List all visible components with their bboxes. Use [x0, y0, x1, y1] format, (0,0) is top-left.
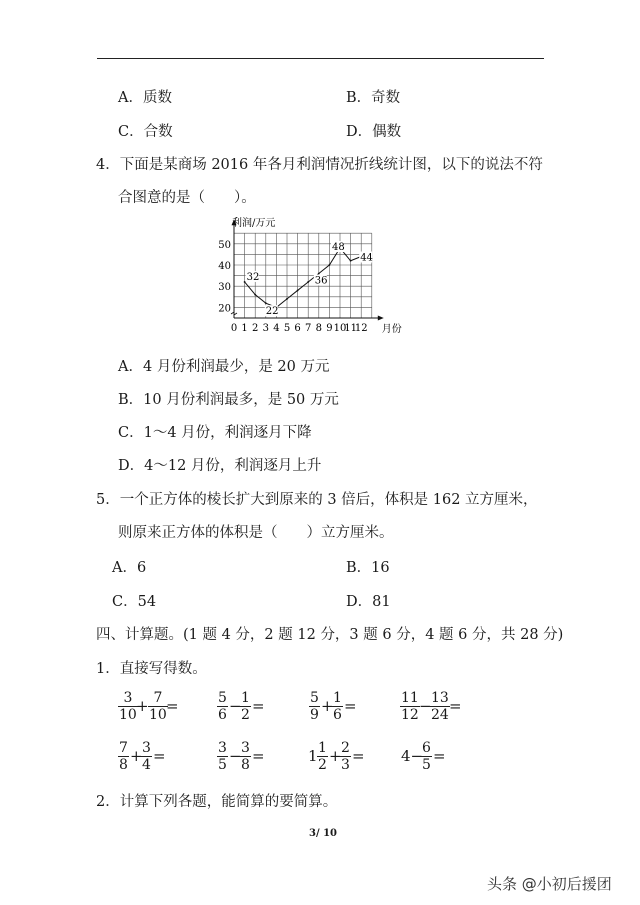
option-key: C	[112, 594, 124, 610]
option-text: 偶数	[372, 124, 402, 140]
data-point	[329, 264, 331, 266]
y-tick-label: 20	[218, 303, 231, 315]
q3-option-c[interactable]: C．合数	[118, 124, 173, 140]
q4-stem-line1: 4．下面是某商场 2016 年各月利润情况折线统计图，以下的说法不符	[96, 157, 543, 173]
fraction: $\frac{1}{6}$	[333, 690, 342, 723]
option-text: 6	[136, 560, 147, 576]
data-point	[297, 290, 299, 292]
x-axis-label: 月份	[381, 324, 402, 335]
operator: −	[229, 747, 242, 765]
profit-series-line	[245, 248, 362, 307]
operator: +	[130, 747, 143, 765]
option-key: C	[118, 124, 130, 140]
q4-option-a[interactable]: A．4 月份利润最少，是 20 万元	[118, 359, 330, 375]
y-tick-label: 40	[218, 261, 231, 272]
data-label: 44	[360, 252, 373, 264]
x-tick-label: 2	[252, 323, 259, 334]
equals: =	[252, 697, 265, 715]
fraction: $\frac{7}{10}$	[149, 690, 167, 723]
fraction: $\frac{2}{3}$	[341, 740, 350, 773]
q1-title: 1．直接写得数。	[96, 661, 207, 677]
q5-option-a[interactable]: A．6	[112, 560, 147, 576]
fraction: $\frac{5}{6}$	[218, 690, 227, 723]
data-point	[244, 281, 246, 283]
option-key: D	[346, 594, 358, 610]
x-tick-label: 7	[305, 323, 312, 334]
watermark: 头条 @小初后援团	[487, 875, 612, 893]
q3-option-d[interactable]: D．偶数	[346, 124, 402, 140]
section4-heading: 四、计算题。(1 题 4 分，2 题 12 分，3 题 6 分，4 题 6 分，共 28 分)	[96, 627, 564, 643]
option-text: 质数	[142, 90, 172, 106]
q5-option-c[interactable]: C．54	[112, 594, 157, 610]
q5-option-d[interactable]: D．81	[346, 594, 391, 610]
option-text: 81	[372, 594, 391, 610]
x-tick-label: 6	[294, 323, 301, 334]
data-point	[318, 273, 320, 275]
data-label: 22	[265, 306, 279, 318]
fraction: $\frac{6}{5}$	[422, 740, 431, 773]
option-text: 4 月份利润最少，是 20 万元	[142, 359, 330, 375]
data-point	[254, 294, 256, 296]
option-key: A	[118, 359, 129, 375]
option-key: D	[346, 124, 358, 140]
operator: +	[329, 747, 342, 765]
option-text: 16	[371, 560, 390, 576]
option-text: 4～12 月份，利润逐月上升	[144, 458, 322, 474]
data-point	[307, 281, 309, 283]
fraction: $\frac{5}{9}$	[310, 690, 319, 723]
x-tick-label: 0	[230, 323, 238, 334]
operator: −	[419, 697, 432, 715]
x-tick-label: 1	[241, 323, 248, 334]
y-tick-label: 50	[218, 239, 231, 251]
q5-stem-line1: 5．一个正方体的棱长扩大到原来的 3 倍后，体积是 162 立方厘米，	[96, 492, 538, 508]
equals: =	[449, 697, 462, 715]
x-axis-arrow	[378, 316, 384, 321]
equals: =	[352, 747, 365, 765]
fraction: $\frac{13}{24}$	[431, 690, 449, 723]
fraction: $\frac{3}{5}$	[218, 740, 227, 773]
option-text: 合数	[143, 124, 173, 140]
x-tick-label: 8	[315, 323, 322, 334]
data-label: 36	[314, 275, 328, 287]
data-point	[286, 298, 288, 300]
x-tick-label: 5	[283, 323, 291, 334]
operator: +	[321, 697, 334, 715]
y-tick-label: 30	[218, 282, 231, 294]
q4-option-d[interactable]: D．4～12 月份，利润逐月上升	[118, 458, 322, 474]
option-key: A	[112, 560, 123, 576]
data-point	[350, 260, 352, 262]
data-label: 32	[246, 271, 260, 283]
fraction: $\frac{1}{2}$	[241, 690, 250, 723]
x-tick-label: 12	[354, 323, 368, 334]
option-text: 54	[137, 594, 157, 610]
equals: =	[166, 697, 179, 715]
option-key: D	[118, 458, 130, 474]
equals: =	[344, 697, 357, 715]
option-key: B	[346, 90, 357, 106]
q3-option-b[interactable]: B．奇数	[346, 90, 401, 106]
fraction: $\frac{1}{2}$	[318, 740, 327, 773]
q5-stem-line2: 则原来正方体的体积是（ ）立方厘米。	[118, 525, 394, 541]
fraction: $\frac{11}{12}$	[401, 690, 419, 723]
axis-break-mark	[231, 312, 237, 315]
q4-option-c[interactable]: C．1～4 月份，利润逐月下降	[118, 425, 312, 441]
x-tick-label: 3	[262, 323, 269, 334]
q3-option-a[interactable]: A．质数	[118, 90, 172, 106]
operator: −	[229, 697, 242, 715]
q4-stem-line2: 合图意的是（ ）。	[118, 190, 256, 206]
fraction: $\frac{3}{4}$	[142, 740, 151, 773]
q5-option-b[interactable]: B．16	[346, 560, 390, 576]
header-rule	[97, 58, 544, 59]
x-tick-label: 9	[326, 323, 333, 334]
q2-title: 2．计算下列各题，能简算的要简算。	[96, 794, 338, 810]
option-key: B	[118, 392, 129, 408]
operator: +	[136, 697, 149, 715]
x-tick-label: 10	[333, 323, 347, 334]
fraction: $\frac{3}{10}$	[119, 690, 137, 723]
option-text: 1～4 月份，利润逐月下降	[143, 425, 312, 441]
fraction: $\frac{3}{8}$	[241, 740, 250, 773]
option-key: B	[346, 560, 357, 576]
x-tick-label: 11	[344, 323, 357, 334]
data-point	[265, 302, 267, 304]
whole-number: 4−	[401, 747, 424, 765]
option-text: 奇数	[371, 90, 401, 106]
option-key: A	[118, 90, 129, 106]
q4-option-b[interactable]: B．10 月份利润最多，是 50 万元	[118, 392, 339, 408]
profit-line-chart	[218, 212, 438, 342]
option-key: C	[118, 425, 130, 441]
fraction: $\frac{7}{8}$	[119, 740, 128, 773]
option-text: 10 月份利润最多，是 50 万元	[143, 392, 339, 408]
data-label: 48	[332, 242, 345, 254]
whole-number: 1	[308, 747, 318, 765]
equals: =	[153, 747, 166, 765]
page-number: 3/ 10	[309, 828, 338, 839]
equals: =	[252, 747, 265, 765]
x-tick-label: 4	[273, 323, 280, 334]
y-axis-label: 利润/万元	[232, 218, 276, 229]
equals: =	[433, 747, 446, 765]
